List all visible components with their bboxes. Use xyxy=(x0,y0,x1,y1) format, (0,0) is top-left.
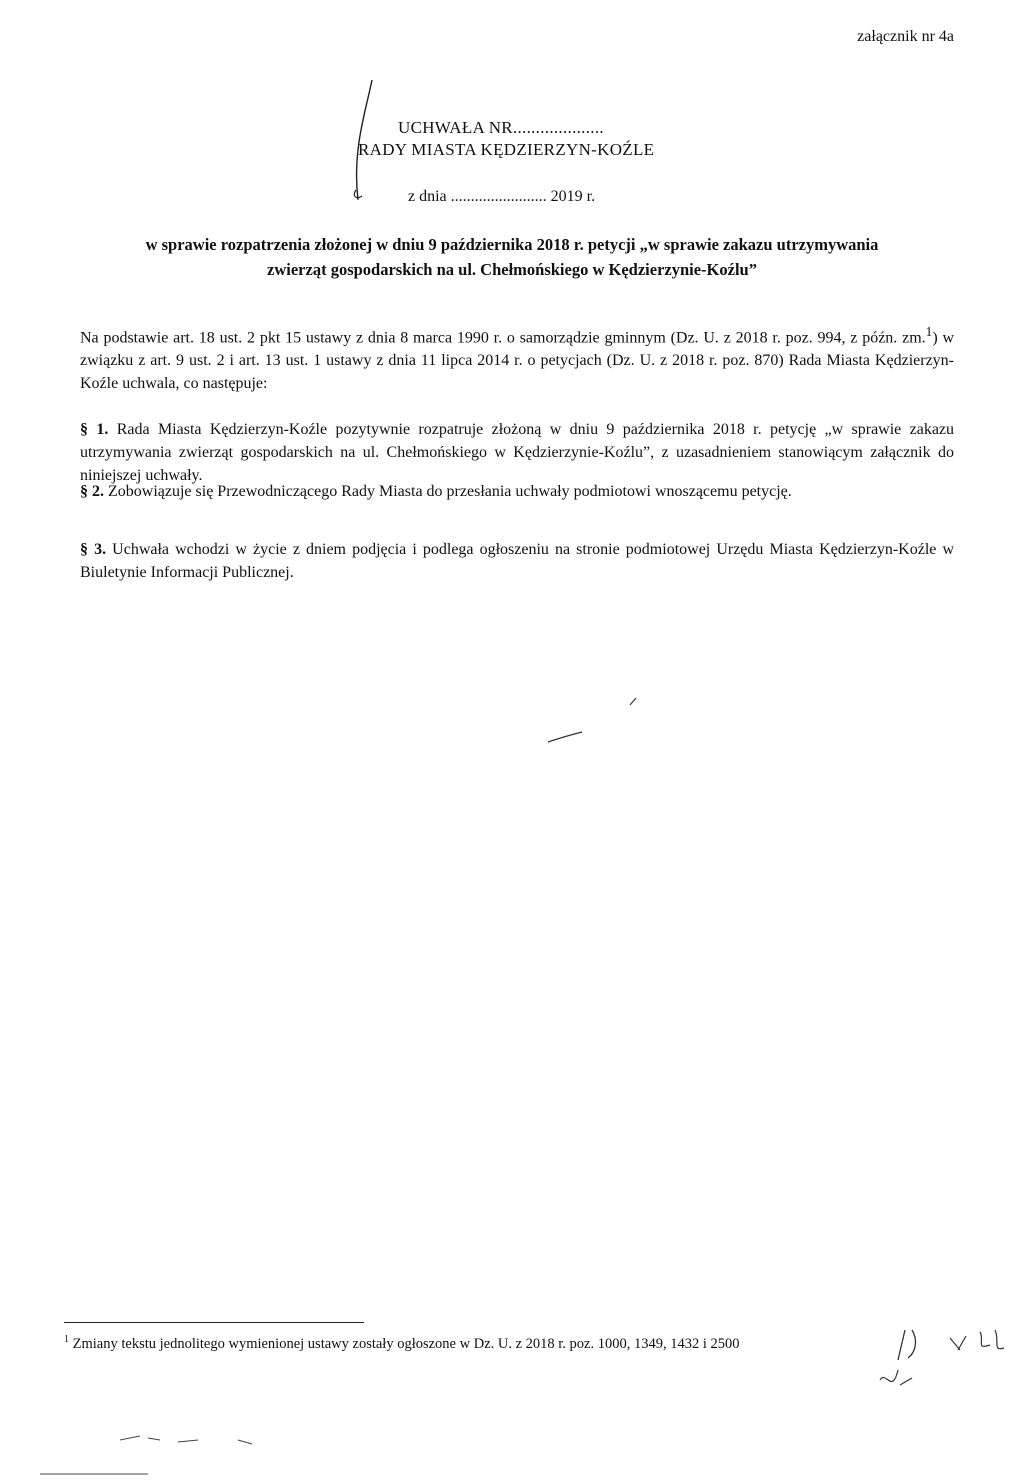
resolution-date: z dnia ........................ 2019 r. xyxy=(408,188,596,205)
footnote-separator xyxy=(64,1322,364,1323)
bottom-scribble xyxy=(120,1436,252,1444)
legal-basis-paragraph xyxy=(80,320,954,395)
signature-mark-2 xyxy=(630,698,636,705)
signature-initials xyxy=(898,1330,915,1360)
footnote xyxy=(64,1334,740,1353)
section-marker: § 3. xyxy=(80,541,107,558)
signature-squiggle-1 xyxy=(548,732,582,742)
signature-initials-2 xyxy=(950,1336,966,1350)
legal-basis-text-b: ) w związku z art. 9 ust. 2 i art. 13 ust. 1 ustawy z dnia 11 lipca 2014 r. o petycjach (Dz. U. z 2018 r. poz. 870) Rada Miasta Kędzierzyn-Koźle uchwala, co następuje: xyxy=(80,329,955,393)
resolution-subject xyxy=(60,232,964,282)
subject-line-2: zwierząt gospodarskich na ul. Chełmońskiego w Kędzierzynie-Koźlu” xyxy=(267,260,757,279)
section-1 xyxy=(80,418,954,487)
footnote-text: Zmiany tekstu jednolitego wymienionej ustawy zostały ogłoszone w Dz. U. z 2018 r. poz. 1000, 1349, 1432 i 2500 xyxy=(72,1335,740,1352)
resolution-number: UCHWAŁA NR.................... xyxy=(398,118,604,137)
section-text: Zobowiązuje się Przewodniczącego Rady Miasta do przesłania uchwały podmiotowi wnoszącemu petycję. xyxy=(108,483,792,500)
section-2 xyxy=(80,480,954,503)
signature-scrawl-3 xyxy=(980,1330,1004,1349)
footnote-reference: 1 xyxy=(925,324,933,339)
footnote-marker: 1 xyxy=(64,1334,69,1345)
section-text: Uchwała wchodzi w życie z dniem podjęcia i podlega ogłoszeniu na stronie podmiotowej Urzędu Miasta Kędzierzyn-Koźle w Biuletynie Informacji Publicznej. xyxy=(80,541,955,581)
section-3 xyxy=(80,538,954,584)
section-marker: § 2. xyxy=(80,483,104,500)
council-name: RADY MIASTA KĘDZIERZYN-KOŹLE xyxy=(358,140,655,159)
legal-basis-text-a: Na podstawie art. 18 ust. 2 pkt 15 ustawy z dnia 8 marca 1990 r. o samorządzie gminnym (Dz. U. z 2018 r. poz. 994, z późn. zm. xyxy=(80,329,926,347)
section-marker: § 1. xyxy=(80,421,109,438)
signature-lower-mark xyxy=(880,1370,912,1385)
subject-line-1: w sprawie rozpatrzenia złożonej w dniu 9 października 2018 r. petycji „w sprawie zakazu utrzymywania xyxy=(145,235,879,254)
attachment-label: załącznik nr 4a xyxy=(857,28,954,45)
section-text: Rada Miasta Kędzierzyn-Koźle pozytywnie rozpatruje złożoną w dniu 9 października 2018 r. petycję „w sprawie zakazu utrzymywania zwierząt gospodarskich na ul. Chełmońskiego w Kędzierzynie-Koźlu”, z uzasadnieniem stanowiącym załącznik do niniejszej uchwały. xyxy=(80,421,955,484)
